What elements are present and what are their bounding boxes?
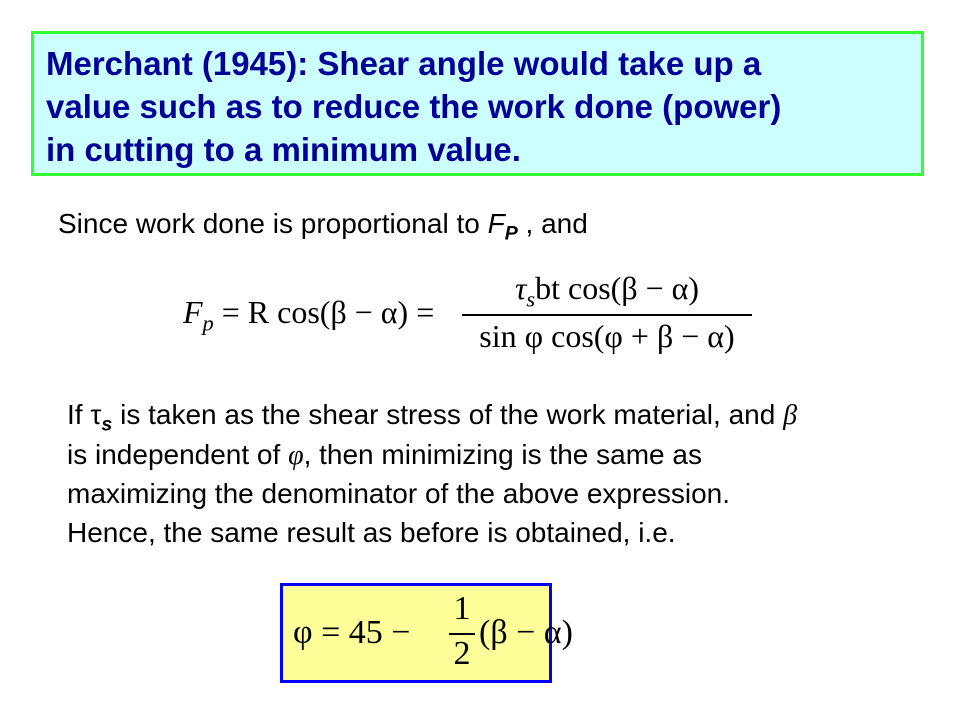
body-line-1 [67,399,797,437]
force-equation [183,270,743,360]
equation-lhs-subscript: p [202,310,214,336]
equation-numerator-tau: τ [514,270,527,306]
body-line-4: Hence, the same result as before is obtained, i.e. [67,517,676,548]
equation-denominator: sin φ cos(φ + β − α) [479,318,735,354]
title-text [46,42,781,171]
intro-subscript: P [504,222,518,245]
result-lhs: φ = 45 − [293,614,411,651]
body-line-3: maximizing the denominator of the above expression. [67,478,731,509]
title-line-1: Merchant (1945): Shear angle would take up a [46,45,762,82]
equation-middle: = R cos(β − α) = [213,294,435,330]
equation-numerator [457,270,757,312]
result-frac-den: 2 [453,635,471,672]
intro-line [58,208,588,246]
body-l1-beta: β [783,400,798,431]
body-line-2 [67,439,702,472]
body-l1-a: If τ [67,399,102,430]
intro-suffix: , and [517,208,588,239]
body-l2-a: is independent of [67,439,289,470]
equation-numerator-rest: bt cos(β − α) [535,270,700,306]
equation-numerator-subscript: s [526,286,536,312]
title-box [31,31,924,176]
intro-symbol: F [487,208,505,239]
title-line-3: in cutting to a minimum value. [46,131,521,168]
body-l1-sub: s [101,413,113,436]
equation-lhs [183,294,434,336]
title-line-2: value such as to reduce the work done (power) [46,88,782,125]
result-rhs: (β − α) [479,614,573,651]
body-l1-b: is taken as the shear stress of the work material, and [112,399,784,430]
result-frac-num: 1 [453,590,471,627]
equation-lhs-symbol: F [183,294,203,330]
result-box [280,583,573,683]
body-l2-b: , then minimizing is the same as [303,439,702,470]
body-l2-phi: φ [288,440,304,471]
equation-fraction-bar [462,314,752,316]
intro-text: Since work done is proportional to [58,208,488,239]
